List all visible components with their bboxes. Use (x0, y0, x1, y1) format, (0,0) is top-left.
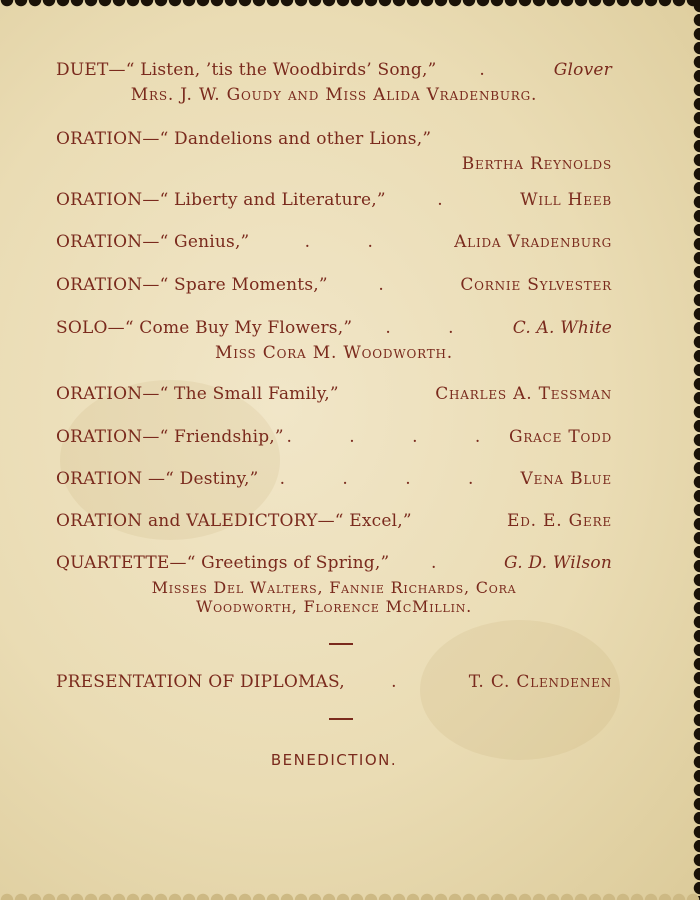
presentation-label: PRESENTATION OF DIPLOMAS, (56, 672, 345, 692)
item-dots: . (431, 553, 463, 573)
item-title: “ The Small Family,” (159, 384, 339, 404)
item-kind: ORATION (56, 232, 143, 252)
program-item: ORATION—“ Dandelions and other Lions,” (56, 129, 432, 149)
item-kind: ORATION (56, 427, 143, 447)
divider (329, 718, 353, 720)
item-title: “ Come Buy My Flowers,” (124, 318, 353, 338)
program-item: ORATION—“ The Small Family,” Charles A. Tessman (56, 384, 612, 404)
item-kind: ORATION (56, 384, 143, 404)
item-performer: G. D. Wilson (504, 553, 612, 573)
program-item: SOLO—“ Come Buy My Flowers,” . . C. A. White (56, 318, 612, 338)
benediction: BENEDICTION. (270, 751, 398, 769)
item-performer: Will Heeb (520, 190, 612, 210)
item-kind: QUARTETTE (56, 553, 170, 573)
item-sub: Miss Cora M. Woodworth. (215, 343, 453, 363)
item-dots: . . . . (286, 427, 507, 447)
item-title: “ Spare Moments,” (159, 275, 328, 295)
item-performer: Charles A. Tessman (435, 384, 612, 404)
item-performer: Cornie Sylvester (460, 275, 612, 295)
item-kind: SOLO (56, 318, 108, 338)
divider (329, 643, 353, 645)
program-item: ORATION and VALEDICTORY—“ Excel,” Ed. E. Gere (56, 511, 612, 531)
program-item: ORATION—“ Spare Moments,” . Cornie Sylvester (56, 275, 612, 295)
item-performer: Bertha Reynolds (461, 154, 612, 174)
item-dots: . (437, 190, 469, 210)
deckled-edge-right (690, 0, 700, 900)
item-performer: Vena Blue (520, 469, 612, 489)
item-title: “ Friendship,” (159, 427, 284, 447)
program-item: ORATION—“ Genius,” . . Alida Vradenburg (56, 232, 612, 252)
item-kind: ORATION (56, 190, 143, 210)
item-dots: . (378, 275, 410, 295)
presentation-line (56, 672, 612, 692)
item-dots: . . (385, 318, 480, 338)
item-title: “ Liberty and Literature,” (159, 190, 386, 210)
item-performer: Glover (553, 60, 612, 80)
item-dots: . . (304, 232, 399, 252)
item-sub: Woodworth, Florence McMillin. (195, 597, 473, 616)
item-kind: ORATION (56, 129, 143, 149)
item-performer: Alida Vradenburg (454, 232, 612, 252)
item-kind: DUET (56, 60, 109, 80)
item-performer: Ed. E. Gere (507, 511, 612, 531)
item-title: “ Genius,” (159, 232, 250, 252)
program-item: QUARTETTE—“ Greetings of Spring,” . G. D. Wilson (56, 553, 612, 573)
item-kind: ORATION (56, 275, 143, 295)
item-dots: . . . . (279, 469, 500, 489)
item-kind: ORATION and VALEDICTORY (56, 511, 318, 531)
item-title: “ Dandelions and other Lions,” (159, 129, 432, 149)
presentation-name: T. C. Clendenen (468, 672, 612, 692)
item-title: “ Destiny,” (165, 469, 259, 489)
item-sub: Mrs. J. W. Goudy and Miss Alida Vradenburg. (130, 85, 538, 105)
item-title: “ Excel,” (334, 511, 412, 531)
item-title: “ Listen, ’tis the Woodbirds’ Song,” (125, 60, 437, 80)
item-title: “ Greetings of Spring,” (186, 553, 390, 573)
deckled-edge-bottom (0, 890, 700, 900)
deckled-edge-top (0, 0, 700, 10)
item-dots: . (479, 60, 511, 80)
program-item: ORATION—“ Liberty and Literature,” . Will Heeb (56, 190, 612, 210)
program-item: ORATION—“ Friendship,” . . . . Grace Todd (56, 427, 612, 447)
item-dots: . (391, 672, 423, 692)
item-performer: C. A. White (512, 318, 612, 338)
program-item: ORATION —“ Destiny,” . . . . Vena Blue (56, 469, 612, 489)
item-sub: Misses Del Walters, Fannie Richards, Cora (151, 578, 517, 597)
program-item: DUET—“ Listen, ’tis the Woodbirds’ Song,” . Glover (56, 60, 612, 80)
item-performer: Grace Todd (508, 427, 612, 447)
item-kind: ORATION (56, 469, 143, 489)
